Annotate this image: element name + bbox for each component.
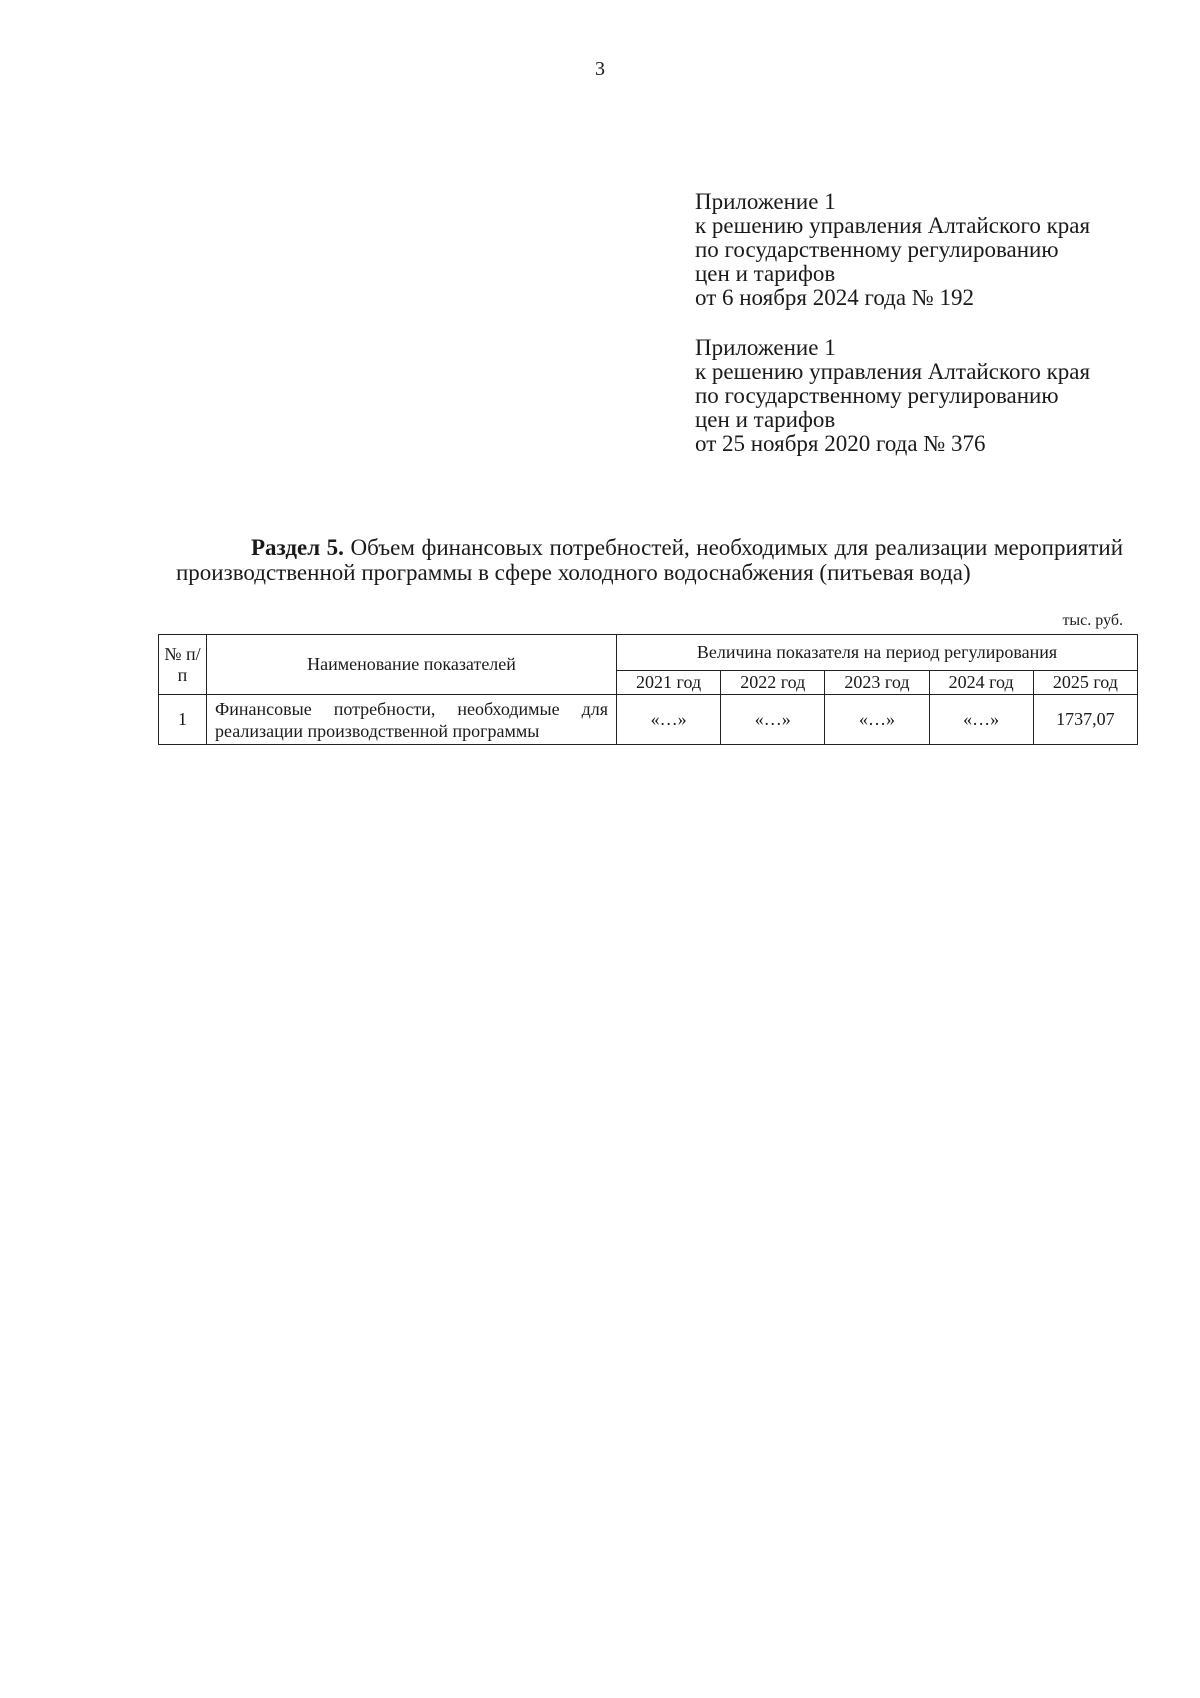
- annex-original-line: от 25 ноября 2020 года № 376: [695, 431, 986, 456]
- row-value: «…»: [721, 695, 825, 745]
- row-value: 1737,07: [1033, 695, 1137, 745]
- annex-original-line: Приложение 1: [695, 335, 836, 360]
- row-value: «…»: [929, 695, 1033, 745]
- header-year: 2021 год: [617, 671, 721, 695]
- units-label: тыс. руб.: [1062, 612, 1123, 629]
- row-value: «…»: [825, 695, 929, 745]
- annex-current-line: Приложение 1: [695, 189, 836, 214]
- section-title: Объем финансовых потребностей, необходимых для реализации мероприятий производственной программы в сфере холодного водоснабжения (питьевая вода): [176, 535, 1124, 585]
- section-label: Раздел 5.: [251, 535, 344, 560]
- page-number: 3: [595, 58, 605, 80]
- header-year: 2025 год: [1033, 671, 1137, 695]
- header-period: Величина показателя на период регулирования: [617, 635, 1138, 671]
- table-row: [159, 695, 1138, 745]
- header-year: 2022 год: [721, 671, 825, 695]
- annex-original-line: цен и тарифов: [695, 407, 836, 432]
- table-header-row: [159, 635, 1138, 671]
- section-heading: [176, 535, 1123, 585]
- annex-current-line: от 6 ноября 2024 года № 192: [695, 285, 975, 310]
- annex-original-line: по государственному регулированию: [695, 383, 1059, 408]
- annex-original-block: [695, 336, 1155, 456]
- row-number: 1: [159, 695, 207, 745]
- annex-current-line: по государственному регулированию: [695, 237, 1059, 262]
- annex-original-line: к решению управления Алтайского края: [695, 359, 1091, 384]
- annex-current-line: цен и тарифов: [695, 261, 836, 286]
- header-year: 2024 год: [929, 671, 1033, 695]
- header-number: № п/п: [159, 635, 207, 695]
- financial-needs-table: [158, 634, 1138, 745]
- annex-current-block: [695, 190, 1155, 310]
- row-value: «…»: [617, 695, 721, 745]
- header-year: 2023 год: [825, 671, 929, 695]
- header-indicator-name: Наименование показателей: [207, 635, 617, 695]
- row-indicator-name: Финансовые потребности, необходимые для реализации производственной программы: [207, 695, 617, 745]
- annex-current-line: к решению управления Алтайского края: [695, 213, 1091, 238]
